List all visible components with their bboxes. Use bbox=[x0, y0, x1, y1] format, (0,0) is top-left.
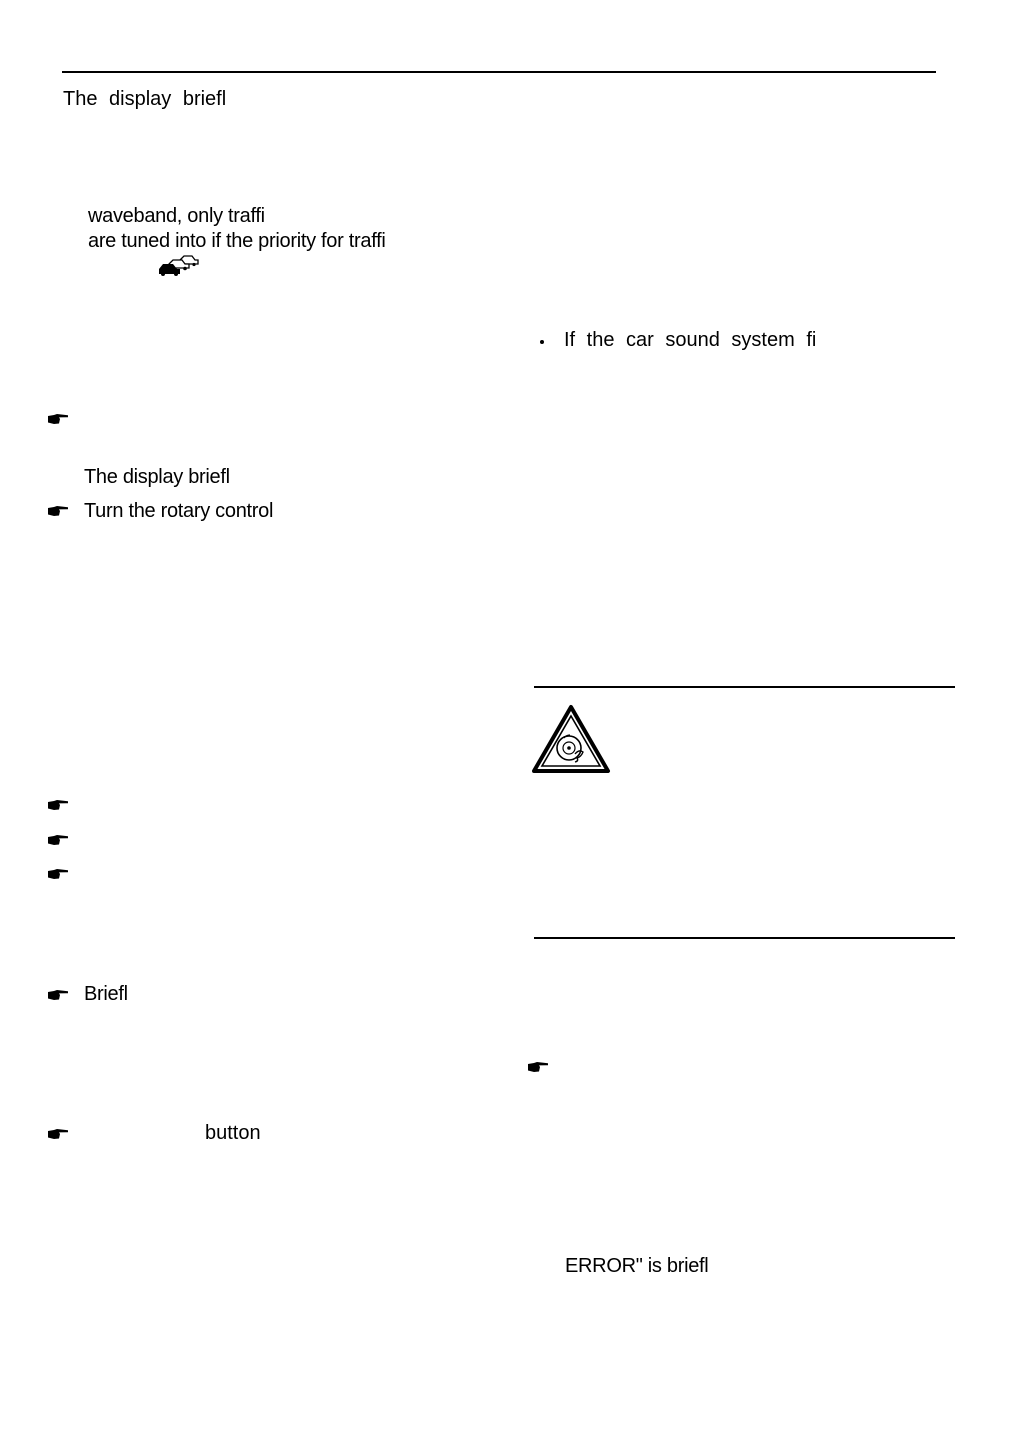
cd-warning-triangle-icon bbox=[531, 704, 611, 774]
pointing-hand-icon bbox=[47, 505, 69, 517]
button-line: button bbox=[205, 1122, 261, 1144]
pointing-hand-icon bbox=[47, 799, 69, 811]
display-briefly-line: The display briefl bbox=[84, 466, 230, 488]
warning-box-bottom-rule bbox=[534, 937, 955, 939]
pointing-hand-icon bbox=[47, 413, 69, 425]
list-bullet bbox=[540, 340, 544, 344]
pointing-hand-icon bbox=[47, 834, 69, 846]
intro-line: The display briefl bbox=[63, 88, 227, 110]
briefly-line: Briefl bbox=[84, 983, 128, 1005]
pointing-hand-icon bbox=[47, 989, 69, 1001]
traffic-cars-icon bbox=[158, 254, 200, 276]
traffic-note-line-1: waveband, only traffi bbox=[88, 205, 265, 227]
pointing-hand-icon bbox=[527, 1061, 549, 1073]
error-line: ERROR" is briefl bbox=[565, 1255, 709, 1277]
rotary-control-line: Turn the rotary control bbox=[84, 500, 274, 522]
pointing-hand-icon bbox=[47, 868, 69, 880]
warning-box-top-rule bbox=[534, 686, 955, 688]
sound-system-line: If the car sound system fi bbox=[564, 329, 817, 351]
traffic-note-line-2: are tuned into if the priority for traffi bbox=[88, 230, 386, 252]
top-rule bbox=[62, 71, 936, 73]
pointing-hand-icon bbox=[47, 1128, 69, 1140]
